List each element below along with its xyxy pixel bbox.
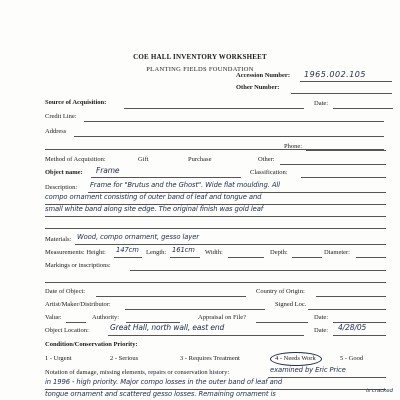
other-number-field[interactable] [291, 93, 392, 94]
accession-number-line [300, 81, 392, 82]
address-field[interactable] [74, 136, 384, 137]
condition-priority-label: Condition/Conservation Priority: [45, 341, 138, 348]
priority-serious-option[interactable]: 2 - Serious [110, 355, 139, 362]
notation-text-1[interactable]: examined by Eric Price [270, 366, 346, 374]
signed-loc-label: Signed Loc. [275, 301, 307, 308]
artist-maker-field[interactable] [125, 309, 265, 310]
signed-loc-field[interactable] [308, 309, 386, 310]
diameter-field[interactable] [356, 257, 386, 258]
location-date-label: Date: [314, 327, 329, 334]
source-date-label: Date: [314, 100, 329, 107]
depth-field[interactable] [292, 257, 322, 258]
country-of-origin-label: Country of Origin: [256, 288, 305, 295]
markings-field-line-2[interactable] [45, 282, 386, 283]
accession-number-value[interactable]: 1965.002.105 [304, 70, 366, 79]
method-gift-option[interactable]: Gift [138, 156, 149, 163]
source-of-acquisition-field[interactable] [124, 108, 304, 109]
date-of-object-field[interactable] [96, 296, 246, 297]
appraisal-date-label: Date: [314, 314, 329, 321]
authority-label: Authority: [92, 314, 120, 321]
depth-label: Depth: [270, 249, 288, 256]
location-date-value[interactable]: 4/28/05 [338, 323, 367, 332]
foundation-subtitle: PLANTING FIELDS FOUNDATION [146, 66, 254, 73]
object-location-value[interactable]: Great Hall, north wall, east end [110, 323, 225, 332]
height-value[interactable]: 147cm [116, 246, 139, 254]
credit-line-label: Credit Line: [45, 113, 77, 120]
notation-text-3[interactable]: tongue ornament and scattered gesso losses. Remaining ornament is [45, 390, 276, 398]
value-field[interactable] [66, 322, 86, 323]
object-location-label: Object Location: [45, 327, 89, 334]
method-purchase-option[interactable]: Purchase [188, 156, 212, 163]
object-name-label: Object name: [45, 169, 83, 176]
object-name-line [91, 177, 241, 178]
value-label: Value: [45, 314, 62, 321]
description-text-2[interactable]: compo ornament consisting of outer band of leaf and tongue and [45, 193, 262, 201]
location-date-line [333, 335, 386, 336]
other-number-label: Other Number: [236, 84, 280, 91]
materials-value[interactable]: Wood, compo ornament, gesso layer [77, 233, 199, 241]
source-date-field[interactable] [333, 108, 393, 109]
description-text-1[interactable]: Frame for "Brutus and the Ghost". Wide flat moulding. All [90, 181, 280, 189]
width-field[interactable] [228, 257, 264, 258]
measurements-height-label: Measurements: Height: [45, 249, 106, 256]
object-location-line [108, 335, 304, 336]
accession-number-label: Accession Number: [236, 72, 290, 79]
height-line [114, 257, 142, 258]
address-label: Address [45, 128, 67, 135]
description-text-3[interactable]: small white band along site edge. The original finish was gold leaf [45, 205, 264, 213]
priority-urgent-option[interactable]: 1 - Urgent [45, 355, 72, 362]
artist-maker-label: Artist/Maker/Distributor: [45, 301, 111, 308]
classification-field[interactable] [301, 177, 386, 178]
margin-note: is cracked [366, 388, 393, 394]
length-label: Length: [146, 249, 167, 256]
method-other-label: Other: [258, 156, 275, 163]
method-other-field[interactable] [280, 164, 386, 165]
phone-label: Phone: [284, 143, 303, 150]
date-of-object-label: Date of Object: [45, 288, 86, 295]
notation-line-1 [268, 377, 386, 378]
worksheet-title: COE HALL INVENTORY WORKSHEET [133, 53, 267, 61]
description-label: Description: [45, 184, 78, 191]
object-name-value[interactable]: Frame [96, 166, 120, 175]
source-of-acquisition-label: Source of Acquisition: [45, 99, 107, 106]
length-value[interactable]: 161cm [172, 246, 195, 254]
notation-text-2[interactable]: in 1996 - high priority. Major compo losses in the outer band of leaf and [45, 378, 283, 386]
credit-line-field[interactable] [84, 121, 384, 122]
description-line-3 [45, 216, 386, 217]
phone-field[interactable] [306, 150, 386, 151]
materials-label: Materials: [45, 236, 72, 243]
appraisal-field[interactable] [256, 322, 308, 323]
materials-line [75, 244, 386, 245]
method-of-acquisition-label: Method of Acquisition: [45, 156, 106, 163]
markings-field[interactable] [130, 270, 386, 271]
appraisal-label: Appraisal on File? [198, 314, 247, 321]
length-line [170, 257, 200, 258]
classification-label: Classification: [250, 169, 288, 176]
priority-good-option[interactable]: 5 - Good [340, 355, 364, 362]
notation-label: Notation of damage, missing elements, repairs or conservation history: [45, 369, 230, 376]
diameter-label: Diameter: [324, 249, 350, 256]
width-label: Width: [205, 249, 223, 256]
priority-needs-work-option[interactable]: 4 - Needs Work [275, 355, 316, 362]
description-line-4 [45, 228, 386, 229]
country-of-origin-field[interactable] [316, 296, 386, 297]
markings-label: Markings or inscriptions: [45, 262, 111, 269]
priority-requires-treatment-option[interactable]: 3 - Requires Treatment [180, 355, 240, 362]
